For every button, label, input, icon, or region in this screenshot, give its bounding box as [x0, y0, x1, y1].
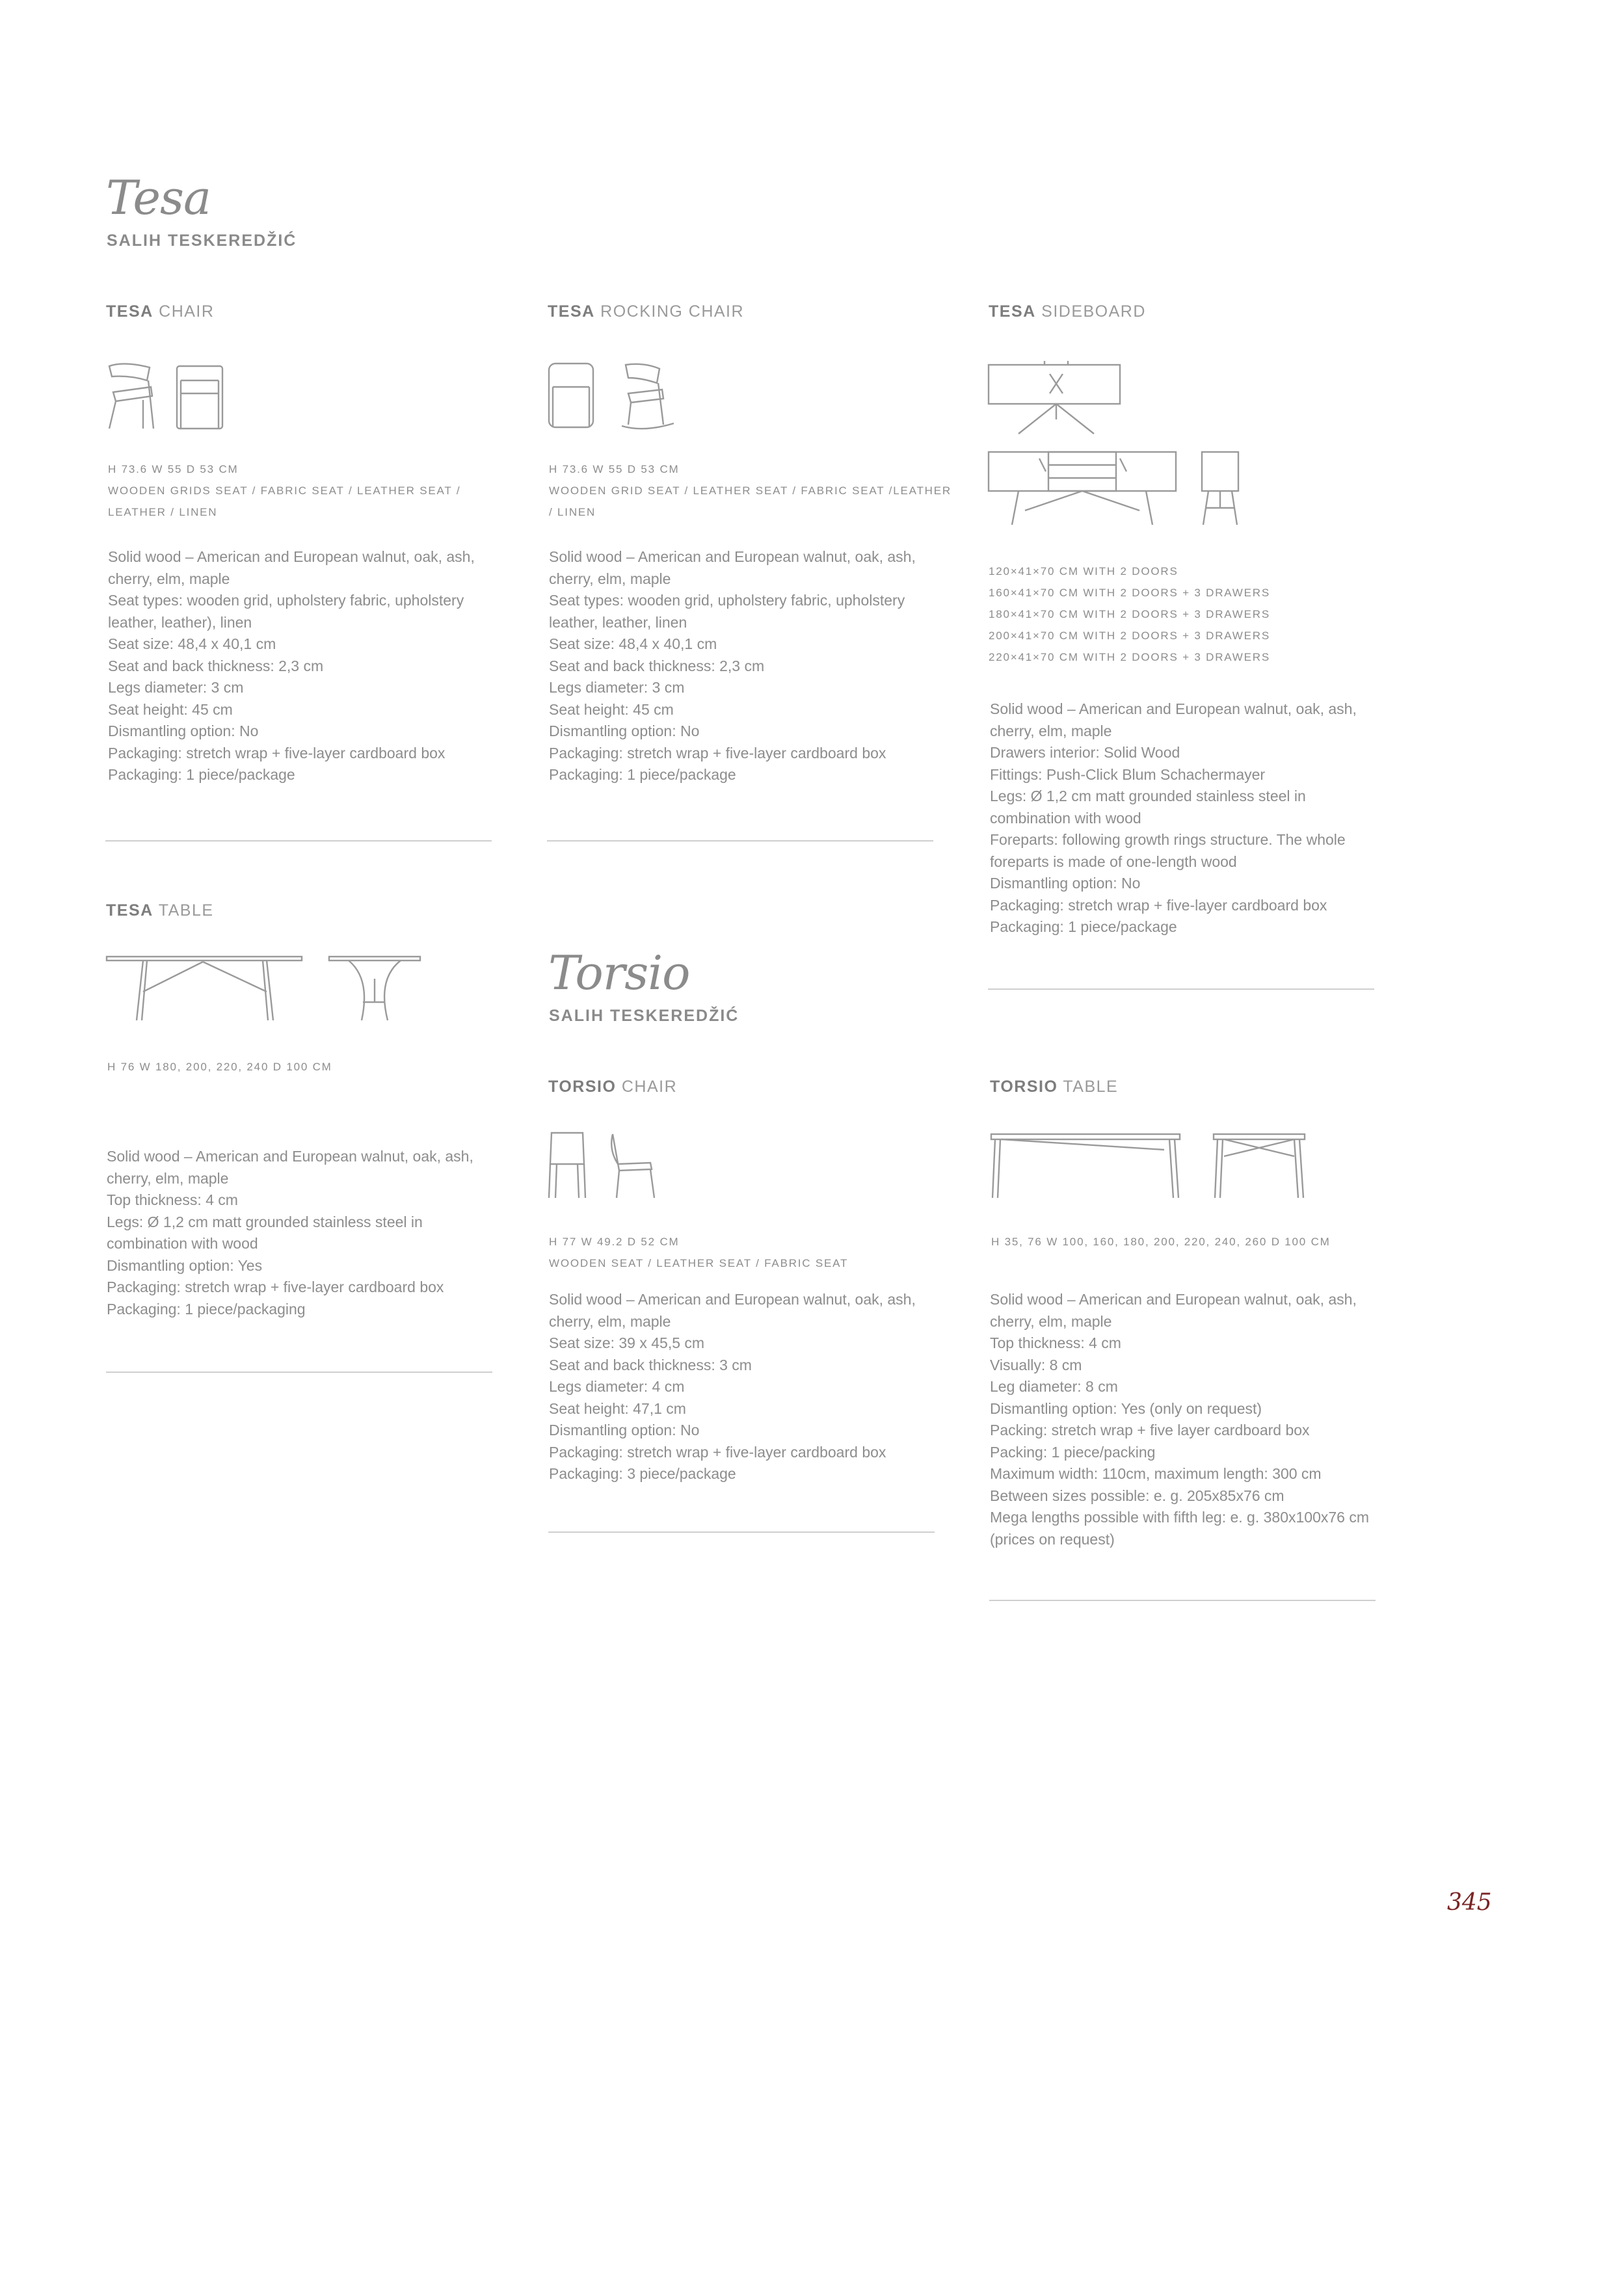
tesa-sideboard-specs	[989, 561, 1270, 668]
desc-line: Dismantling option: No	[549, 1422, 700, 1438]
desc-line: Dismantling option: No	[108, 722, 259, 739]
desc-line: Maximum width: 110cm, maximum length: 300 cm	[990, 1465, 1322, 1482]
desc-line: foreparts is made of one-length wood	[990, 853, 1237, 870]
tesa-rocking-chair-specs	[549, 458, 952, 523]
desc-line: leather, leather, linen	[549, 613, 687, 631]
desc-line: Solid wood – American and European walnut, oak, ash,	[549, 548, 916, 565]
tesa-sideboard-divider	[988, 988, 1374, 990]
tesa-chair-brand: TESA	[106, 302, 153, 321]
desc-line: Seat size: 48,4 x 40,1 cm	[549, 635, 717, 652]
desc-line: Dismantling option: Yes (only on request)	[990, 1399, 1262, 1417]
tesa-rocking-chair-drawing	[546, 361, 683, 432]
desc-line: Solid wood – American and European walnut, oak, ash,	[107, 1148, 473, 1165]
tesa-sideboard-name: SIDEBOARD	[1041, 302, 1146, 321]
tesa-rocking-chair-description	[549, 546, 916, 786]
tesa-collection-title: Tesa	[106, 170, 211, 225]
tesa-chair-specs	[108, 458, 460, 523]
desc-line: Packaging: stretch wrap + five-layer cardboard box	[108, 744, 446, 762]
spec-line: / LINEN	[549, 506, 596, 518]
desc-line: cherry, elm, maple	[107, 1169, 229, 1187]
spec-line: 180×41×70 CM WITH 2 DOORS + 3 DRAWERS	[989, 608, 1271, 620]
desc-line: Legs diameter: 3 cm	[108, 679, 244, 696]
torsio-chair-description	[549, 1289, 916, 1485]
desc-line: Legs diameter: 3 cm	[549, 679, 685, 696]
spec-line: H 77 W 49.2 D 52 CM	[549, 1236, 680, 1248]
torsio-chair-brand: TORSIO	[548, 1078, 617, 1096]
desc-line: Top thickness: 4 cm	[107, 1191, 238, 1208]
tesa-table-drawing	[104, 953, 429, 1024]
spec-line: 120×41×70 CM WITH 2 DOORS	[989, 565, 1178, 577]
desc-line: Packaging: 1 piece/package	[990, 918, 1177, 935]
tesa-table-name: TABLE	[158, 901, 214, 920]
desc-line: Packaging: 1 piece/package	[108, 766, 295, 783]
desc-line: Foreparts: following growth rings structure. The whole	[990, 831, 1346, 848]
desc-line: Seat types: wooden grid, upholstery fabric, upholstery	[549, 592, 905, 609]
desc-line: cherry, elm, maple	[549, 570, 671, 587]
desc-line: Visually: 8 cm	[990, 1356, 1082, 1373]
desc-line: Seat and back thickness: 2,3 cm	[549, 657, 765, 674]
desc-line: Seat types: wooden grid, upholstery fabric, upholstery	[108, 592, 464, 609]
torsio-table-drawing	[989, 1130, 1314, 1202]
desc-line: Seat height: 45 cm	[549, 700, 674, 718]
desc-line: Packaging: 1 piece/packaging	[107, 1300, 306, 1318]
tesa-table-specs	[107, 1056, 332, 1078]
desc-line: Leg diameter: 8 cm	[990, 1378, 1118, 1395]
desc-line: Seat size: 48,4 x 40,1 cm	[108, 635, 276, 652]
spec-line: H 76 W 180, 200, 220, 240 D 100 CM	[107, 1061, 332, 1073]
torsio-table-brand: TORSIO	[990, 1078, 1058, 1096]
desc-line: Top thickness: 4 cm	[990, 1334, 1121, 1351]
desc-line: Solid wood – American and European walnut, oak, ash,	[108, 548, 475, 565]
desc-line: (prices on request)	[990, 1530, 1115, 1548]
desc-line: combination with wood	[990, 809, 1141, 827]
desc-line: Seat size: 39 x 45,5 cm	[549, 1334, 705, 1351]
tesa-chair-drawing	[104, 361, 234, 432]
tesa-rocking-chair-divider	[547, 840, 933, 842]
spec-line: LEATHER / LINEN	[108, 506, 218, 518]
desc-line: Packaging: stretch wrap + five-layer cardboard box	[549, 1443, 886, 1461]
desc-line: Solid wood – American and European walnut, oak, ash,	[990, 1291, 1357, 1308]
tesa-rocking-chair-brand: TESA	[548, 302, 595, 321]
torsio-table-name: TABLE	[1063, 1078, 1119, 1096]
desc-line: Solid wood – American and European walnut, oak, ash,	[990, 700, 1357, 717]
spec-line: H 35, 76 W 100, 160, 180, 200, 220, 240, 260 D 100 CM	[991, 1236, 1331, 1248]
tesa-table-brand: TESA	[106, 901, 153, 920]
desc-line: Packaging: stretch wrap + five-layer cardboard box	[549, 744, 886, 762]
desc-line: Solid wood – American and European walnut, oak, ash,	[549, 1291, 916, 1308]
tesa-chair-heading	[106, 304, 214, 320]
desc-line: Seat height: 47,1 cm	[549, 1399, 686, 1417]
tesa-designer: SALIH TESKEREDŽIĆ	[107, 232, 297, 250]
spec-line: 200×41×70 CM WITH 2 DOORS + 3 DRAWERS	[989, 630, 1271, 642]
spec-line: 220×41×70 CM WITH 2 DOORS + 3 DRAWERS	[989, 651, 1271, 663]
torsio-designer: SALIH TESKEREDŽIĆ	[549, 1007, 739, 1025]
torsio-table-heading	[990, 1079, 1118, 1095]
tesa-chair-description	[108, 546, 475, 786]
desc-line: Legs diameter: 4 cm	[549, 1378, 685, 1395]
spec-line: 160×41×70 CM WITH 2 DOORS + 3 DRAWERS	[989, 587, 1271, 599]
desc-line: Packaging: stretch wrap + five-layer cardboard box	[107, 1279, 444, 1295]
spec-line: WOODEN GRIDS SEAT / FABRIC SEAT / LEATHER SEAT /	[108, 484, 461, 497]
torsio-table-description	[990, 1289, 1369, 1550]
desc-line: Seat and back thickness: 2,3 cm	[108, 657, 324, 674]
tesa-rocking-chair-heading	[548, 304, 744, 320]
desc-line: Mega lengths possible with fifth leg: e. g. 380x100x76 cm	[990, 1509, 1370, 1526]
torsio-table-specs	[991, 1231, 1331, 1253]
torsio-chair-divider	[548, 1531, 935, 1533]
torsio-chair-drawing	[546, 1130, 663, 1202]
desc-line: Dismantling option: Yes	[107, 1256, 263, 1274]
torsio-chair-specs	[549, 1231, 848, 1274]
desc-line: Drawers interior: Solid Wood	[990, 744, 1180, 761]
torsio-table-divider	[989, 1600, 1376, 1601]
torsio-chair-heading	[548, 1079, 677, 1095]
desc-line: combination with wood	[107, 1235, 258, 1252]
desc-line: Seat height: 45 cm	[108, 700, 233, 718]
tesa-sideboard-drawing	[986, 361, 1246, 530]
desc-line: Legs: Ø 1,2 cm matt grounded stainless steel in	[107, 1213, 423, 1230]
desc-line: Packaging: stretch wrap + five-layer cardboard box	[990, 896, 1327, 914]
desc-line: Packaging: 1 piece/package	[549, 766, 736, 783]
desc-line: cherry, elm, maple	[990, 1312, 1112, 1330]
tesa-sideboard-description	[990, 698, 1357, 938]
desc-line: Packing: 1 piece/packing	[990, 1443, 1156, 1461]
desc-line: cherry, elm, maple	[549, 1312, 671, 1330]
spec-line: WOODEN SEAT / LEATHER SEAT / FABRIC SEAT	[549, 1257, 849, 1269]
desc-line: Seat and back thickness: 3 cm	[549, 1356, 752, 1373]
torsio-chair-name: CHAIR	[621, 1078, 678, 1096]
tesa-sideboard-brand: TESA	[989, 302, 1036, 321]
desc-line: cherry, elm, maple	[990, 722, 1112, 739]
spec-line: WOODEN GRID SEAT / LEATHER SEAT / FABRIC SEAT /LEATHER	[549, 484, 952, 497]
spec-line: H 73.6 W 55 D 53 CM	[108, 463, 239, 475]
tesa-table-divider	[106, 1372, 492, 1373]
page-number: 345	[1447, 1889, 1492, 1916]
desc-line: Between sizes possible: e. g. 205x85x76 cm	[990, 1487, 1285, 1504]
desc-line: Legs: Ø 1,2 cm matt grounded stainless steel in	[990, 788, 1306, 804]
desc-line: leather, leather), linen	[108, 613, 252, 631]
tesa-sideboard-heading	[989, 304, 1146, 320]
tesa-chair-divider	[105, 840, 492, 842]
desc-line: Fittings: Push-Click Blum Schachermayer	[990, 765, 1266, 783]
desc-line: Packing: stretch wrap + five layer cardboard box	[990, 1422, 1310, 1438]
tesa-chair-name: CHAIR	[159, 302, 215, 321]
tesa-rocking-chair-name: ROCKING CHAIR	[600, 302, 745, 321]
desc-line: cherry, elm, maple	[108, 570, 230, 587]
desc-line: Dismantling option: No	[549, 722, 700, 739]
torsio-collection-title: Torsio	[548, 946, 690, 1000]
spec-line: H 73.6 W 55 D 53 CM	[549, 463, 680, 475]
tesa-table-description	[107, 1146, 473, 1320]
tesa-table-heading	[106, 903, 214, 919]
desc-line: Dismantling option: No	[990, 875, 1141, 892]
desc-line: Packaging: 3 piece/package	[549, 1465, 736, 1482]
